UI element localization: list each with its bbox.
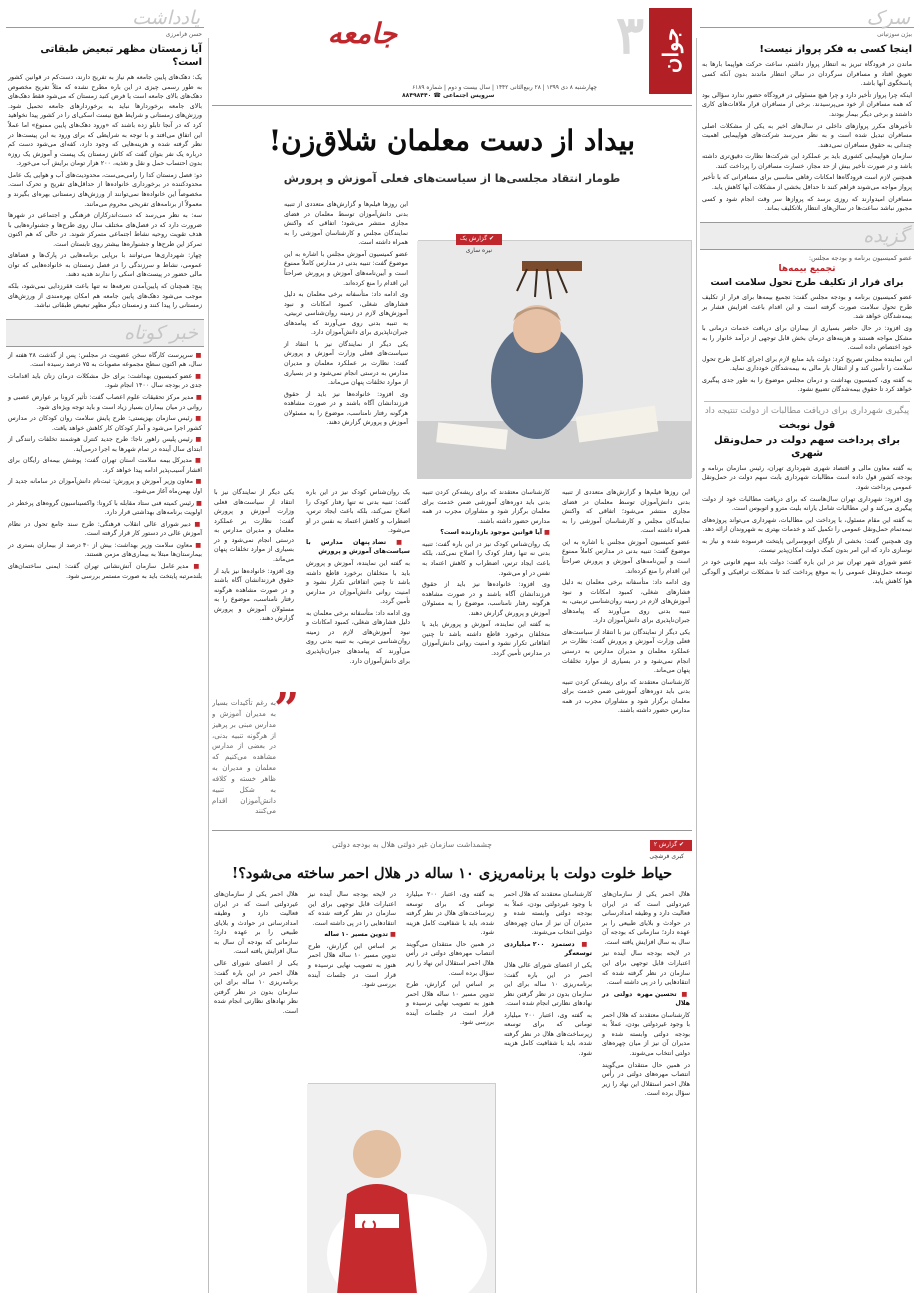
right-head3: قول نوبخت (778, 419, 836, 431)
news-item: ■ مدیر عامل سازمان آتش‌نشانی تهران گفت: ایمنی ساختمان‌های بلندمرتبه پایتخت باید به صورت مستمر بررسی شود. (8, 562, 203, 580)
digest-head1: تجمیع بیمه‌ها (778, 263, 836, 274)
left-paragraph: یک: دهک‌های پایین جامعه هم نیاز به تفریح دارند، دست‌کم در قوانین کشور به طور رسمی چیزی در این باره مطرح نشده که مثلاً تفریح مخصوص دهک‌های بالای جامعه است یا فرض کنید زمستان که می‌شود فقط دهک‌های بالای جامعه برخوردارها نباید به برخوردارهای جامعه تحمیل شود. ورزش‌های زمستانی و شرایط هیچ نیست اسکی‌ای را در کشور پیدا نخواهید کرد که در آنجا تابلو زده باشند که «ورود دهک‌های پایین ممنوع» اما عملاً این اتفاق می‌افتد و با توجه به شرایطی که برای ورود به این پیست‌ها در نظر گرفته شده و هزینه‌هایی که وجود دارد، کفه‌ای می‌شود دست کم درباره یک نفر بتوان گفت که کاش زمستان یک پیست و آموزش یک روزه بدون احتساب حمل و نقل و تغذیه، ۲۰۰ هزار تومان برایش آب می‌خورد. (8, 74, 202, 168)
news-box-title: خبر کوتاه (124, 321, 198, 344)
lead-paragraph: وی ادامه داد: متأسفانه برخی معلمان به دلیل فشارهای شغلی، کمبود امکانات و نبود آموزش‌های لازم در زمینه روان‌شناسی تربیتی، به تنبیه بدنی روی می‌آورند که پیامدهای جبران‌ناپذیری برای دانش‌آموزان دارد. (306, 609, 410, 665)
right-column-header (700, 8, 914, 28)
news-item: ■ رئیس پلیس راهور ناجا: طرح جدید کنترل هوشمند تخلفات رانندگی از ابتدای سال آینده در تمام شهرها به اجرا درمی‌آید. (8, 436, 202, 453)
column-divider (696, 38, 697, 1293)
red-crescent-photo (308, 1083, 496, 1293)
lead-paragraph: یک روان‌شناس کودک نیز در این باره گفت: تنبیه بدنی نه تنها رفتار کودک را اصلاح نمی‌کند، بلکه باعث ایجاد ترس، اضطراب و کاهش اعتماد به نفس در او می‌شود. (422, 540, 550, 577)
digest-paragraph: این نماینده مجلس تصریح کرد: دولت باید منابع لازم برای اجرای کامل طرح تحول سلامت را تأمین کند و از انتقال بار مالی به بیمه‌شدگان خودداری نماید. (702, 355, 912, 373)
right-paragraph: ماندن در فرودگاه تبریز به انتظار پرواز داشتم، ساعت حرکت هواپیما بارها به تعویق افتاد و مسافران سرگردان در سالن انتظار ماندند بدون آنکه کسی پاسخگوی آنها باشد. (702, 61, 912, 88)
column-divider (208, 38, 209, 1293)
right-paragraph: به گفته معاون مالی و اقتصاد شهری شهرداری تهران، رئیس سازمان برنامه و بودجه کشور قول داده است مطالبات شهرداری بابت سهم دولت در حمل‌ونقل عمومی پرداخت شود. (702, 464, 912, 492)
right-paragraph: همچنین لازم است فرودگاه‌ها امکانات رفاهی مناسبی برای مسافرانی که با تأخیر پرواز مواجه می‌شوند فراهم کنند تا حداقل بخشی از مشکلات آنها کاهش یابد. (702, 174, 912, 191)
digest-head2: برای فرار از تکلیف طرح تحول سلامت است (710, 277, 904, 288)
lead-paragraph: این روزها فیلم‌ها و گزارش‌های متعددی از تنبیه بدنی دانش‌آموزان توسط معلمان در فضای مجازی منتشر می‌شود؛ اتفاقی که واکنش نمایندگان مجلس و کارشناسان آموزشی را به همراه داشته است. (284, 201, 408, 247)
lead-author: نیره ساری (465, 247, 492, 254)
second-tag: ✔ گزارش ۲ (650, 840, 692, 851)
left-body (6, 73, 204, 311)
second-subhead: ■ تدوین مسیر ۱۰ ساله (324, 931, 396, 939)
digest-paragraph: وی افزود: در حال حاضر بسیاری از بیماران برای دریافت خدمات درمانی با مشکل مواجه هستند و هزینه‌های درمان بخش قابل توجهی از درآمد خانوار را به خود اختصاص داده است. (702, 324, 912, 352)
lead-body-col3 (304, 488, 412, 668)
lead-subhead: ■ تضاد پنهان مدارس با سیاست‌های آموزش و پرورش (306, 538, 411, 556)
lead-body-col2 (420, 488, 552, 661)
lead-body-col1 (560, 488, 692, 718)
quote-mark-icon: ” (274, 684, 300, 735)
news-item: ■ رئیس سازمان بهزیستی: طرح پایش سلامت روان کودکان در مدارس کشور اجرا می‌شود و آمار کودکان کار کاهش خواهد یافت. (8, 415, 202, 432)
left-author: حسن فرامرزی (165, 32, 202, 38)
second-paragraph: بر اساس این گزارش، طرح تدوین مسیر ۱۰ ساله هلال احمر هنوز به تصویب نهایی نرسیده و قرار است در جلسات آینده بررسی شود. (308, 942, 396, 989)
second-paragraph: در همین حال منتقدان می‌گویند انتصاب مهره‌های دولتی در رأس هلال احمر استقلال این نهاد را زیر سؤال برده است. (406, 940, 494, 977)
lead-paragraph: به گفته این نماینده، آموزش و پرورش باید با متخلفان برخورد قاطع داشته باشد تا چنین اتفاقاتی تکرار نشود و امنیت روانی دانش‌آموزان در مدارس تأمین گردد. (422, 621, 550, 657)
second-paragraph: کارشناسان معتقدند که هلال احمر با وجود غیردولتی بودن، عملاً به بودجه دولتی وابسته شده و مدیران آن نیز از میان چهره‌های دولتی انتخاب می‌شوند. (504, 891, 592, 937)
second-paragraph: یکی از اعضای شورای عالی هلال احمر در این باره گفت: برنامه‌ریزی ۱۰ ساله برای این سازمان بدون در نظر گرفتن نظر نهادهای نظارتی انجام شده است. (214, 959, 298, 1015)
second-subhead: ■ دستمزد ۲۰۰ میلیاردی توسعه‌گر (504, 940, 592, 958)
lead-paragraph: وی افزود: خانواده‌ها نیز باید از حقوق فرزندانشان آگاه باشند و در صورت مشاهده هرگونه رفتار نامناسب، موضوع را به مسئولان آموزش و پرورش گزارش دهند. (214, 567, 294, 623)
lead-body-col4 (212, 488, 296, 626)
lead-paragraph: وی افزود: خانواده‌ها نیز باید از حقوق فرزندانشان آگاه باشند و در صورت مشاهده هرگونه رفتار نامناسب، موضوع را به مسئولان آموزش و پرورش گزارش دهند. (422, 581, 550, 617)
news-item: ■ سرپرست کارگاه سخن عضویت در مجلس: پس از گذشت ۲۸ هفته از سال، هم اکنون سطح مجموعه مصوبات به ۷۵ درصد رسیده است. (8, 351, 203, 369)
right-paragraph: به گفته این مقام مسئول، با پرداخت این مطالبات، شهرداری می‌تواند پروژه‌های نیمه‌تمام حمل‌ونقل عمومی را تکمیل کند و خدمات بهتری به شهروندان ارائه دهد. (702, 516, 912, 534)
right-column (700, 8, 914, 1293)
lead-body-upper (282, 200, 410, 430)
right-author: بیژن سوزنیانی (877, 32, 912, 38)
story-divider (212, 830, 692, 831)
right-paragraph: وی افزود: شهرداری تهران سال‌هاست که برای دریافت مطالبات خود از دولت پیگیری می‌کند و این مطالبات شامل یارانه بلیت مترو و اتوبوس است. (702, 495, 912, 513)
digest-paragraph: به گفته وی، کمیسیون بهداشت و درمان مجلس موضوع را به طور جدی پیگیری خواهد کرد تا حقوق بیمه‌شدگان تضییع نشود. (702, 376, 912, 394)
lead-story (212, 5, 692, 1293)
lead-paragraph: وی ادامه داد: متأسفانه برخی معلمان به دلیل فشارهای شغلی، کمبود امکانات و نبود آموزش‌های لازم در زمینه روان‌شناسی تربیتی، به تنبیه بدنی روی می‌آورند که پیامدهای جبران‌ناپذیری برای دانش‌آموزان دارد. (562, 579, 690, 625)
lead-photo (418, 240, 692, 478)
second-paragraph: یکی از اعضای شورای عالی هلال احمر در این باره گفت: برنامه‌ریزی ۱۰ ساله برای این سازمان بدون در نظر گرفتن نظر نهادهای نظارتی انجام شده است. (504, 961, 592, 1008)
second-paragraph: در لایحه بودجه سال آینده نیز اعتبارات قابل توجهی برای این سازمان در نظر گرفته شده که انتقادهایی را در پی داشته است. (602, 950, 690, 987)
second-body-col1 (600, 890, 692, 1101)
digest-box-title: گزیده (863, 224, 908, 247)
news-box-header (6, 319, 204, 347)
hotline-label: سرویس اجتماعی (442, 92, 495, 99)
news-item: ■ مدیر مرکز تحقیقات علوم اعصاب گفت: تأثیر کرونا بر عوارض عصبی و روانی در میان بیماران بسیار زیاد است و باید توجه ویژه‌ای شود. (8, 393, 202, 411)
lead-subhead: ■ آیا قوانین موجود بازدارنده است؟ (440, 529, 550, 537)
lead-paragraph: وی ادامه داد: متأسفانه برخی معلمان به دلیل فشارهای شغلی، کمبود امکانات و نبود آموزش‌های لازم در زمینه روان‌شناسی تربیتی، به تنبیه بدنی روی می‌آورند که پیامدهای جبران‌ناپذیری برای دانش‌آموزان دارد. (284, 291, 408, 337)
lead-paragraph: یک روان‌شناس کودک نیز در این باره گفت: تنبیه بدنی نه تنها رفتار کودک را اصلاح نمی‌کند، بلکه باعث ایجاد ترس، اضطراب و کاهش اعتماد به نفس در او می‌شود. (306, 489, 410, 535)
lead-paragraph: به گفته این نماینده، آموزش و پرورش باید با متخلفان برخورد قاطع داشته باشد تا چنین اتفاقاتی تکرار نشود و امنیت روانی دانش‌آموزان در مدارس تأمین گردد. (306, 559, 410, 606)
news-item: ■ رئیس کمیته فنی ستاد مقابله با کرونا: واکسیناسیون گروه‌های پرخطر در اولویت برنامه‌های بهداشتی قرار دارد. (8, 499, 202, 517)
news-item: ■ معاون وزیر آموزش و پرورش: ثبت‌نام دانش‌آموزان در سامانه جدید از اول بهمن‌ماه آغاز می‌شود. (8, 478, 202, 496)
right-paragraph: تأخیرهای مکرر پروازهای داخلی در سال‌های اخیر به یکی از مشکلات اصلی مسافران تبدیل شده است و به نظر می‌رسد شرکت‌های هواپیمایی اهمیت چندانی به حقوق مسافران نمی‌دهند. (702, 122, 912, 149)
lead-paragraph: یکی دیگر از نمایندگان نیز با انتقاد از سیاست‌های فعلی وزارت آموزش و پرورش گفت: نظارت بر عملکرد معلمان و مدیران مدارس به درستی انجام نمی‌شود و در بسیاری از موارد تخلفات پنهان می‌ماند. (214, 489, 294, 563)
second-paragraph: بر اساس این گزارش، طرح تدوین مسیر ۱۰ ساله هلال احمر هنوز به تصویب نهایی نرسیده و قرار است در جلسات آینده بررسی شود. (406, 981, 494, 1027)
left-paragraph: سه: به نظر می‌رسد که دست‌اندرکاران فرهنگی و اجتماعی در شهرها ضرورت دارد که در فصل‌های مختلف سال روی طرح‌ها و جشنواره‌هایی با هدف تقویت روحیه نشاط اجتماعی متمرکز شوند. در حالی که هم اکنون تمرکز این طرح‌ها و جشنواره‌ها بیشتر روی تابستان است. (8, 212, 202, 248)
phone-icon: ☎ (433, 92, 441, 99)
right-paragraph: مسافران امیدوارند که روزی برسد که پروازها سر وقت انجام شود و کسی مجبور نباشد ساعت‌ها در سالن‌های انتظار بلاتکلیف بماند. (702, 195, 912, 213)
right-section-title: سرک (866, 8, 910, 29)
right-paragraph: سازمان هواپیمایی کشوری باید بر عملکرد این شرکت‌ها نظارت دقیق‌تری داشته باشد و در صورت تأخیر بیش از حد مجاز، خسارت مسافران را پرداخت کنند. (702, 153, 912, 170)
right-head4: برای پرداخت سهم دولت در حمل‌ونقل شهری (713, 434, 901, 459)
digest-caption: عضو کمیسیون برنامه و بودجه مجلس: (808, 253, 912, 262)
second-paragraph: به گفته وی، اعتبار ۲۰۰ میلیارد تومانی که برای توسعه زیرساخت‌های هلال در نظر گرفته شده، باید با شفافیت کامل هزینه شود. (504, 1011, 592, 1057)
right-paragraph: وی همچنین گفت: بخشی از ناوگان اتوبوسرانی پایتخت فرسوده شده و نیاز به نوسازی دارد که این امر بدون کمک دولت امکان‌پذیر نیست. (702, 537, 912, 555)
right-headline: اینجا کسی به فکر پرواز نیست! (759, 44, 912, 56)
second-subhead: ■ تحسین مهره دولتی در هلال (602, 990, 691, 1008)
left-paragraph: پنج: همچنان که پایین‌آمدن تعرفه‌ها نه تنها باعث فقرزدایی نمی‌شود، بلکه موجب می‌شود دهک‌های پایین جامعه هم امکان بهره‌مندی از ورزش‌های زمستانی را پیدا کنند و زمستان دیگر مظهر تبعیض طبقاتی نباشد. (8, 283, 202, 310)
news-item: ■ عضو کمیسیون بهداشت: برای حل مشکلات درمان زنان باید اقدامات جدی در بودجه سال ۱۴۰۰ انجام شود. (8, 372, 202, 390)
news-item: ■ مدیرکل بیمه سلامت استان تهران گفت: پوشش بیمه‌ای رایگان برای اقشار آسیب‌پذیر ادامه پیدا خواهد کرد. (8, 457, 203, 474)
second-body-col2 (502, 890, 594, 1061)
page-number: ۳ (616, 5, 644, 66)
second-headline: حیاط خلوت دولت با برنامه‌ریزی ۱۰ ساله در هلال احمر ساخته می‌شود؟! (231, 865, 673, 882)
second-paragraph: به گفته وی، اعتبار ۲۰۰ میلیارد تومانی که برای توسعه زیرساخت‌های هلال در نظر گرفته شده، باید با شفافیت کامل هزینه شود. (406, 891, 494, 937)
section-name: جامعه (327, 17, 397, 50)
lead-paragraph: وی افزود: خانواده‌ها نیز باید از حقوق فرزندانشان آگاه باشند و در صورت مشاهده هرگونه رفتار نامناسب، موضوع را به مسئولان آموزش و پرورش گزارش دهند. (284, 390, 408, 427)
digest-body (700, 293, 914, 395)
digest-box-header (700, 222, 914, 250)
news-item: ■ معاون سلامت وزیر بهداشت: بیش از ۴۰ درصد از بیماران بستری در بیمارستان‌ها مبتلا به بیماری‌های مزمن هستند. (8, 541, 202, 559)
left-column-header (6, 8, 204, 28)
lead-headline: بیداد از دست معلمان شلاق‌زن! (268, 124, 636, 157)
left-column (6, 8, 204, 1293)
lead-paragraph: کارشناسان معتقدند که برای ریشه‌کن کردن تنبیه بدنی باید دوره‌های آموزشی ضمن خدمت برای معلمان برگزار شود و مشاوران مجرب در همه مدارس حضور داشته باشند. (562, 678, 690, 715)
second-paragraph: در لایحه بودجه سال آینده نیز اعتبارات قابل توجهی برای این سازمان در نظر گرفته شده که انتقادهایی را در پی داشته است. (308, 891, 396, 927)
date-line: چهارشنبه ۸ دی ۱۳۹۹ | ۲۸ ربیع‌الثانی ۱۴۴۲ | سال بیست و دوم | شماره ۶۱۸۹ (412, 85, 597, 91)
pull-quote: به رغم تأکیدات بسیار به مدیران آموزش و مدارس مبنی بر پرهیز از هرگونه تنبیه بدنی، در بعضی از مدارس مشاهده می‌کنیم که معلمان و مدیران به ظاهر خسته و کلافه به شکل تنبیه دانش‌آموزان اقدام می‌کنند (212, 699, 276, 816)
right-paragraph: عضو شورای شهر تهران نیز در این باره گفت: دولت باید سهم قانونی خود در توسعه حمل‌ونقل عمومی را به موقع پرداخت کند تا مشکلات ترافیکی و آلودگی هوا کاهش یابد. (702, 558, 912, 586)
lead-paragraph: عضو کمیسیون آموزش مجلس با اشاره به این موضوع گفت: تنبیه بدنی در مدارس کاملاً ممنوع است و آیین‌نامه‌های آموزش و پرورش صراحتاً این اقدام را منع کرده‌اند. (562, 538, 690, 575)
second-body-col3 (404, 890, 496, 1030)
right-paragraph: اینکه چرا پرواز تأخیر دارد و چرا هیچ مسئولی در فرودگاه حضور ندارد سؤالی بود که همه مسافران از خود می‌پرسیدند. برخی از مسافران قرار ملاقات‌های کاری داشتند و برخی دیگر بیمار بودند. (702, 91, 912, 119)
left-paragraph: دو: فصل زمستان کدا را رامی‌می‌ست، محدودیت‌های آب و هوایی یک عامل محدودکننده در برخورداری خانواده‌ها از حداقل‌های تفریح و تحرک است. مخصوصاً این خانواده‌ها نمی‌توانند از ورزش‌های زمستانی بهره‌ای بگیرند و معمولاً از برنامه‌های تفریحی محروم می‌مانند. (7, 171, 202, 208)
digest-paragraph: عضو کمیسیون برنامه و بودجه مجلس گفت: تجمیع بیمه‌ها برای فرار از تکلیف طرح تحول سلامت صورت گرفته است و این اقدام باعث افزایش فشار بر بیمه‌شدگان خواهد شد. (702, 294, 912, 321)
news-item: ■ دبیر شورای عالی انقلاب فرهنگی: طرح سند جامع تحول در نظام آموزش عالی در دستور کار قرار گرفته است. (8, 520, 202, 538)
news-list (6, 351, 204, 581)
student-photo-illustration (417, 241, 691, 479)
second-body-col4 (306, 890, 398, 992)
lead-paragraph: این روزها فیلم‌ها و گزارش‌های متعددی از تنبیه بدنی دانش‌آموزان توسط معلمان در فضای مجازی منتشر می‌شود؛ اتفاقی که واکنش نمایندگان مجلس و کارشناسان آموزشی را به همراه داشته است. (562, 489, 690, 535)
lead-tag: ✔ گزارش یک (456, 234, 502, 245)
lead-paragraph: کارشناسان معتقدند که برای ریشه‌کن کردن تنبیه بدنی باید دوره‌های آموزشی ضمن خدمت برای معلمان برگزار شود و مشاوران مجرب در همه مدارس حضور داشته باشند. (422, 489, 550, 525)
lead-paragraph: یکی دیگر از نمایندگان نیز با انتقاد از سیاست‌های فعلی وزارت آموزش و پرورش گفت: نظارت بر عملکرد معلمان و مدیران مدارس به درستی انجام نمی‌شود و در بسیاری از موارد تخلفات پنهان می‌ماند. (562, 628, 690, 675)
tag-arrow-icon: ✔ (677, 841, 684, 848)
second-body-col5 (212, 890, 300, 1018)
second-paragraph: هلال احمر یکی از سازمان‌های غیردولتی است که در ایران فعالیت دارد و وظیفه امدادرسانی در حوادث و بلایای طبیعی را بر عهده دارد؛ سازمانی که بودجه آن سال به سال افزایش یافته است. (602, 891, 690, 946)
second-paragraph: کارشناسان معتقدند که هلال احمر با وجود غیردولتی بودن، عملاً به بودجه دولتی وابسته شده و مدیران آن نیز از میان چهره‌های دولتی انتخاب می‌شوند. (602, 1011, 690, 1057)
newspaper-logo: جوان (649, 8, 692, 94)
tag-arrow-icon: ✔ (487, 235, 494, 242)
second-paragraph: در همین حال منتقدان می‌گویند انتصاب مهره‌های دولتی در رأس هلال احمر استقلال این نهاد را زیر سؤال برده است. (602, 1061, 690, 1098)
right-body2 (700, 464, 914, 587)
left-headline: آیا زمستان مظهر تبعیض طبقاتی است؟ (40, 44, 202, 69)
second-author: کبری فرشچی (649, 853, 684, 860)
left-section-title: یادداشت (132, 8, 200, 29)
lead-subheadline: طومار انتقاد مجلسی‌ها از سیاست‌های فعلی آموزش و پرورش (283, 172, 621, 185)
second-paragraph: هلال احمر یکی از سازمان‌های غیردولتی است که در ایران فعالیت دارد و وظیفه امدادرسانی در حوادث و بلایای طبیعی را بر عهده دارد؛ سازمانی که بودجه آن سال به سال افزایش یافته است. (214, 891, 298, 956)
relief-worker-illustration (307, 1084, 495, 1293)
right-kicker: پیگیری شهرداری برای دریافت مطالبات از دولت تنتیجه داد (704, 401, 910, 417)
lead-paragraph: یکی دیگر از نمایندگان نیز با انتقاد از سیاست‌های فعلی وزارت آموزش و پرورش گفت: نظارت بر عملکرد معلمان و مدیران مدارس به درستی انجام نمی‌شود و در بسیاری از موارد تخلفات پنهان می‌ماند. (284, 340, 408, 387)
hotline-number: ۸۸۴۹۸۴۴۰ (402, 92, 432, 99)
right-body (700, 60, 914, 213)
lead-paragraph: عضو کمیسیون آموزش مجلس با اشاره به این موضوع گفت: تنبیه بدنی در مدارس کاملاً ممنوع است و آیین‌نامه‌های آموزش و پرورش صراحتاً این اقدام را منع کرده‌اند. (284, 250, 408, 287)
left-paragraph: چهار: شهرداری‌ها می‌توانند با برپایی برنامه‌هایی در پارک‌ها و فضاهای عمومی، نشاط و سرزندگی را در فصل زمستان به خانواده‌هایی که توان مالی حضور در پیست‌های اسکی را ندارند هدیه دهند. (8, 252, 202, 279)
second-kicker: چشمداشت سازمان غیر دولتی هلال به بودجه دولتی (332, 840, 492, 849)
